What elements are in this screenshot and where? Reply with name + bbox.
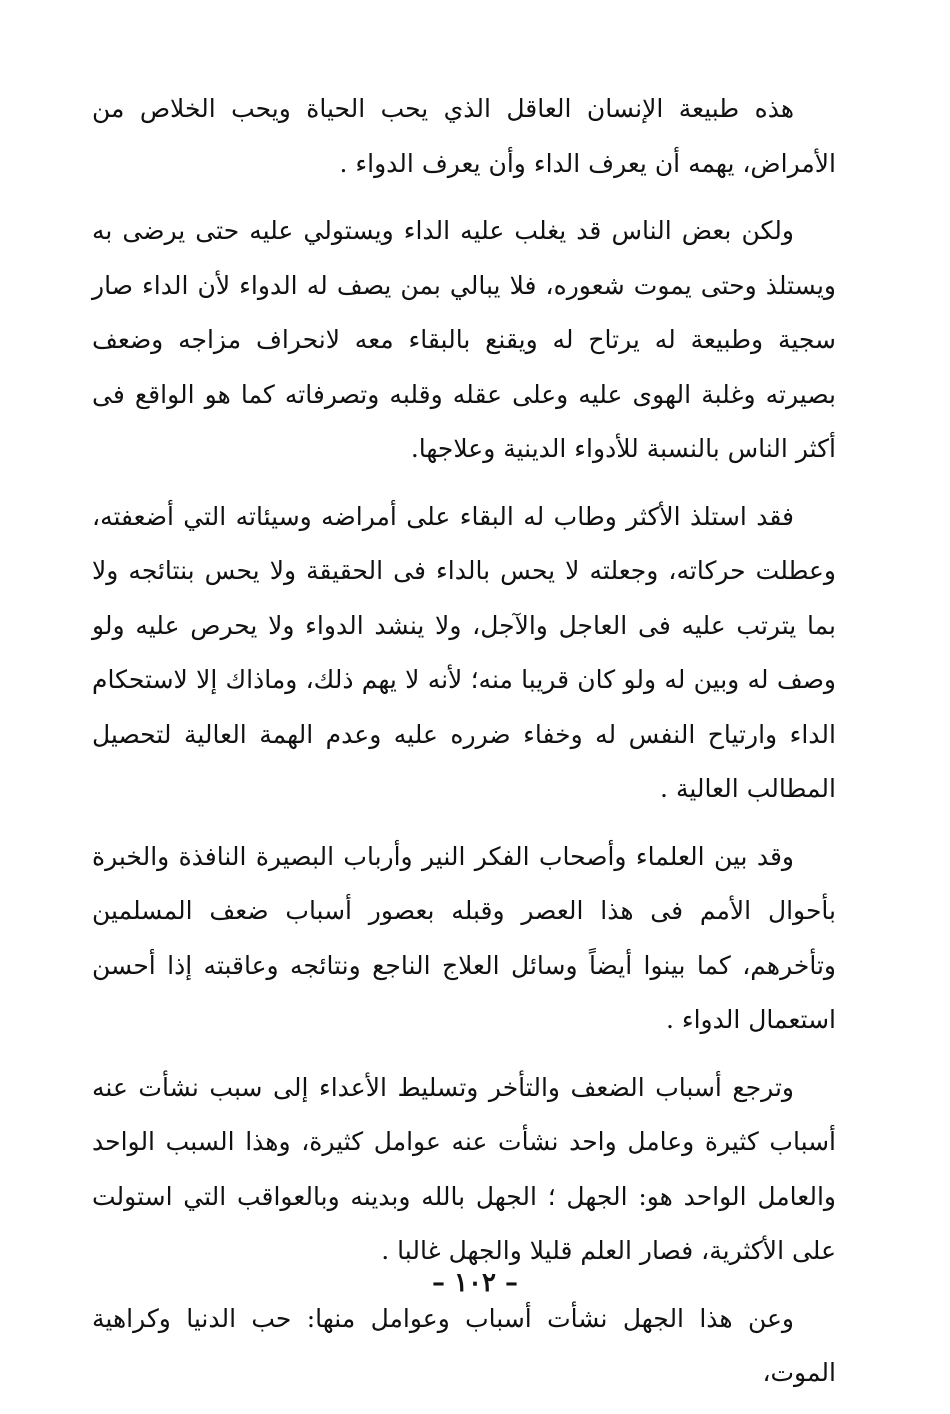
paragraph-5: وترجع أسباب الضعف والتأخر وتسليط الأعداء إلى سبب نشأت عنه أسباب كثيرة وعامل واحد نشأت عنه عوامل كثيرة، وهذا السبب الواحد والعامل الواحد هو: الجهل ؛ الجهل بالله وبدينه وبالعواقب التي استولت على الأكثرية، فصار العلم قليلا والجهل غالبا . (92, 1072, 836, 1265)
paragraph-6: وعن هذا الجهل نشأت أسباب وعوامل منها: حب الدنيا وكراهية الموت، (92, 1303, 836, 1387)
paragraph-1: هذه طبيعة الإنسان العاقل الذي يحب الحياة ويحب الخلاص من الأمراض، يهمه أن يعرف الداء وأن يعرف الدواء . (92, 94, 836, 178)
page-number: – ١٠٢ – (431, 1268, 519, 1298)
paragraph-4: وقد بين العلماء وأصحاب الفكر النير وأرباب البصيرة النافذة والخبرة بأحوال الأمم فى هذا العصر وقبله بعصور أسباب ضعف المسلمين وتأخرهم، كما بينوا أيضاً وسائل العلاج الناجع ونتائجه وعاقبته إذا أحسن استعمال الدواء . (92, 841, 836, 1034)
paragraph-3: فقد استلذ الأكثر وطاب له البقاء على أمراضه وسيئاته التي أضعفته، وعطلت حركاته، وجعلته لا يحس بالداء فى الحقيقة ولا يحس بنتائجه ولا بما يترتب عليه فى العاجل والآجل، ولا ينشد الدواء ولا يحرص عليه ولو وصف له وبين له ولو كان قريبا منه؛ لأنه لا يهم ذلك، وماذاك إلا لاستحكام الداء وارتياح النفس له وخفاء ضرره عليه وعدم الهمة العالية لتحصيل المطالب العالية . (92, 501, 836, 803)
page-body (92, 82, 836, 1414)
paragraph-2: ولكن بعض الناس قد يغلب عليه الداء ويستولي عليه حتى يرضى به ويستلذ وحتى يموت شعوره، فلا يبالي بمن يصف له الدواء لأن الداء صار سجية وطبيعة له يرتاح له ويقنع بالبقاء معه لانحراف مزاجه وضعف بصيرته وغلبة الهوى عليه وعلى عقله وقلبه وتصرفاته كما هو الواقع فى أكثر الناس بالنسبة للأدواء الدينية وعلاجها. (92, 216, 836, 463)
